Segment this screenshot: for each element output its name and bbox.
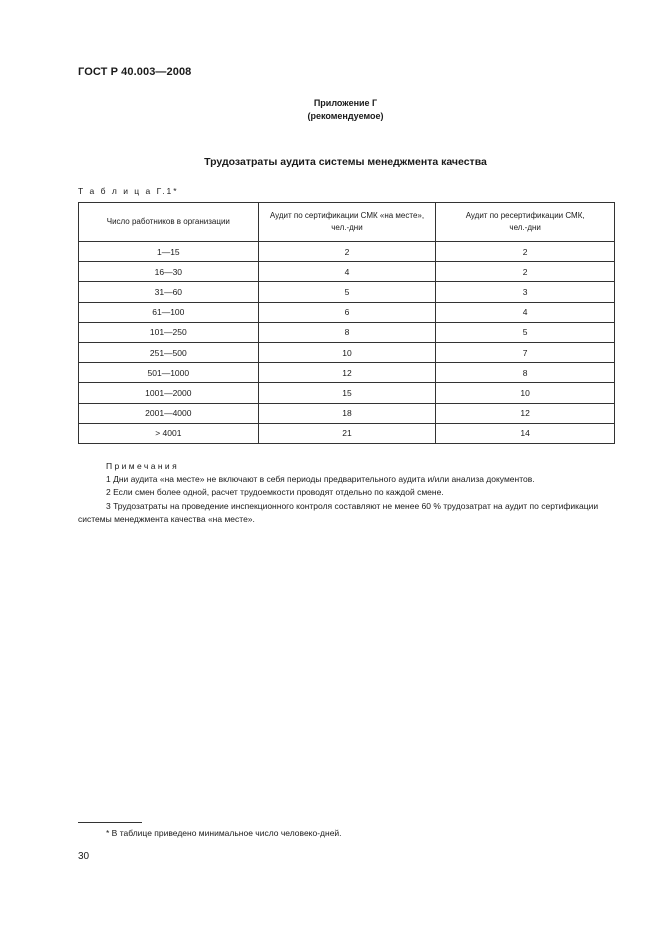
cell-recertification: 5 [436,322,615,342]
table-row [79,282,615,302]
notes-block [78,460,618,526]
cell-recertification: 14 [436,423,615,443]
table-row [79,363,615,383]
table-row [79,262,615,282]
cell-recertification: 10 [436,383,615,403]
cell-employees: 16—30 [79,262,259,282]
cell-certification: 15 [258,383,436,403]
cell-employees: 101—250 [79,322,259,342]
cell-certification: 12 [258,363,436,383]
cell-employees: 501—1000 [79,363,259,383]
appendix-heading [0,97,661,123]
cell-employees: 1001—2000 [79,383,259,403]
labor-cost-table [78,202,615,444]
cell-employees: 1—15 [79,242,259,262]
cell-recertification: 2 [436,242,615,262]
table-header-row [79,203,615,242]
header-employees: Число работников в организации [79,203,259,242]
header-recertification: Аудит по ресертификации СМК, чел.-дни [436,203,615,242]
cell-certification: 10 [258,342,436,362]
appendix-title: Приложение Г [313,98,378,108]
cell-employees: > 4001 [79,423,259,443]
cell-employees: 61—100 [79,302,259,322]
cell-certification: 4 [258,262,436,282]
notes-heading: Примечания [106,461,180,471]
note-item: 1 Дни аудита «на месте» не включают в себя периоды предварительного аудита и/или анализа документов. [106,474,535,485]
cell-recertification: 8 [436,363,615,383]
cell-certification: 5 [258,282,436,302]
cell-recertification: 2 [436,262,615,282]
page-number: 30 [78,851,90,862]
note-item: 2 Если смен более одной, расчет трудоемкости проводят отдельно по каждой смене. [106,487,444,498]
cell-certification: 21 [258,423,436,443]
footnote-divider [78,822,142,823]
cell-recertification: 4 [436,302,615,322]
section-title: Трудозатраты аудита системы менеджмента качества [204,156,487,168]
table-row [79,242,615,262]
cell-recertification: 7 [436,342,615,362]
table-row [79,383,615,403]
note-item: 3 Трудозатраты на проведение инспекционного контроля составляют не менее 60 % трудозатрат на аудит по сертификации системы менеджмента качества «на месте». [78,500,599,524]
cell-certification: 8 [258,322,436,342]
cell-employees: 251—500 [79,342,259,362]
header-certification: Аудит по сертификации СМК «на месте», чел.-дни [258,203,436,242]
cell-recertification: 12 [436,403,615,423]
cell-employees: 31—60 [79,282,259,302]
cell-certification: 18 [258,403,436,423]
cell-certification: 2 [258,242,436,262]
table-row [79,322,615,342]
appendix-status: (рекомендуемое) [307,111,384,121]
table-label: Т а б л и ц а Г.1* [78,186,179,196]
table-row [79,302,615,322]
cell-recertification: 3 [436,282,615,302]
cell-certification: 6 [258,302,436,322]
cell-employees: 2001—4000 [79,403,259,423]
table-row [79,403,615,423]
document-code: ГОСТ Р 40.003—2008 [78,66,192,78]
table-row [79,423,615,443]
table-row [79,342,615,362]
footnote: * В таблице приведено минимальное число человеко-дней. [106,828,342,838]
